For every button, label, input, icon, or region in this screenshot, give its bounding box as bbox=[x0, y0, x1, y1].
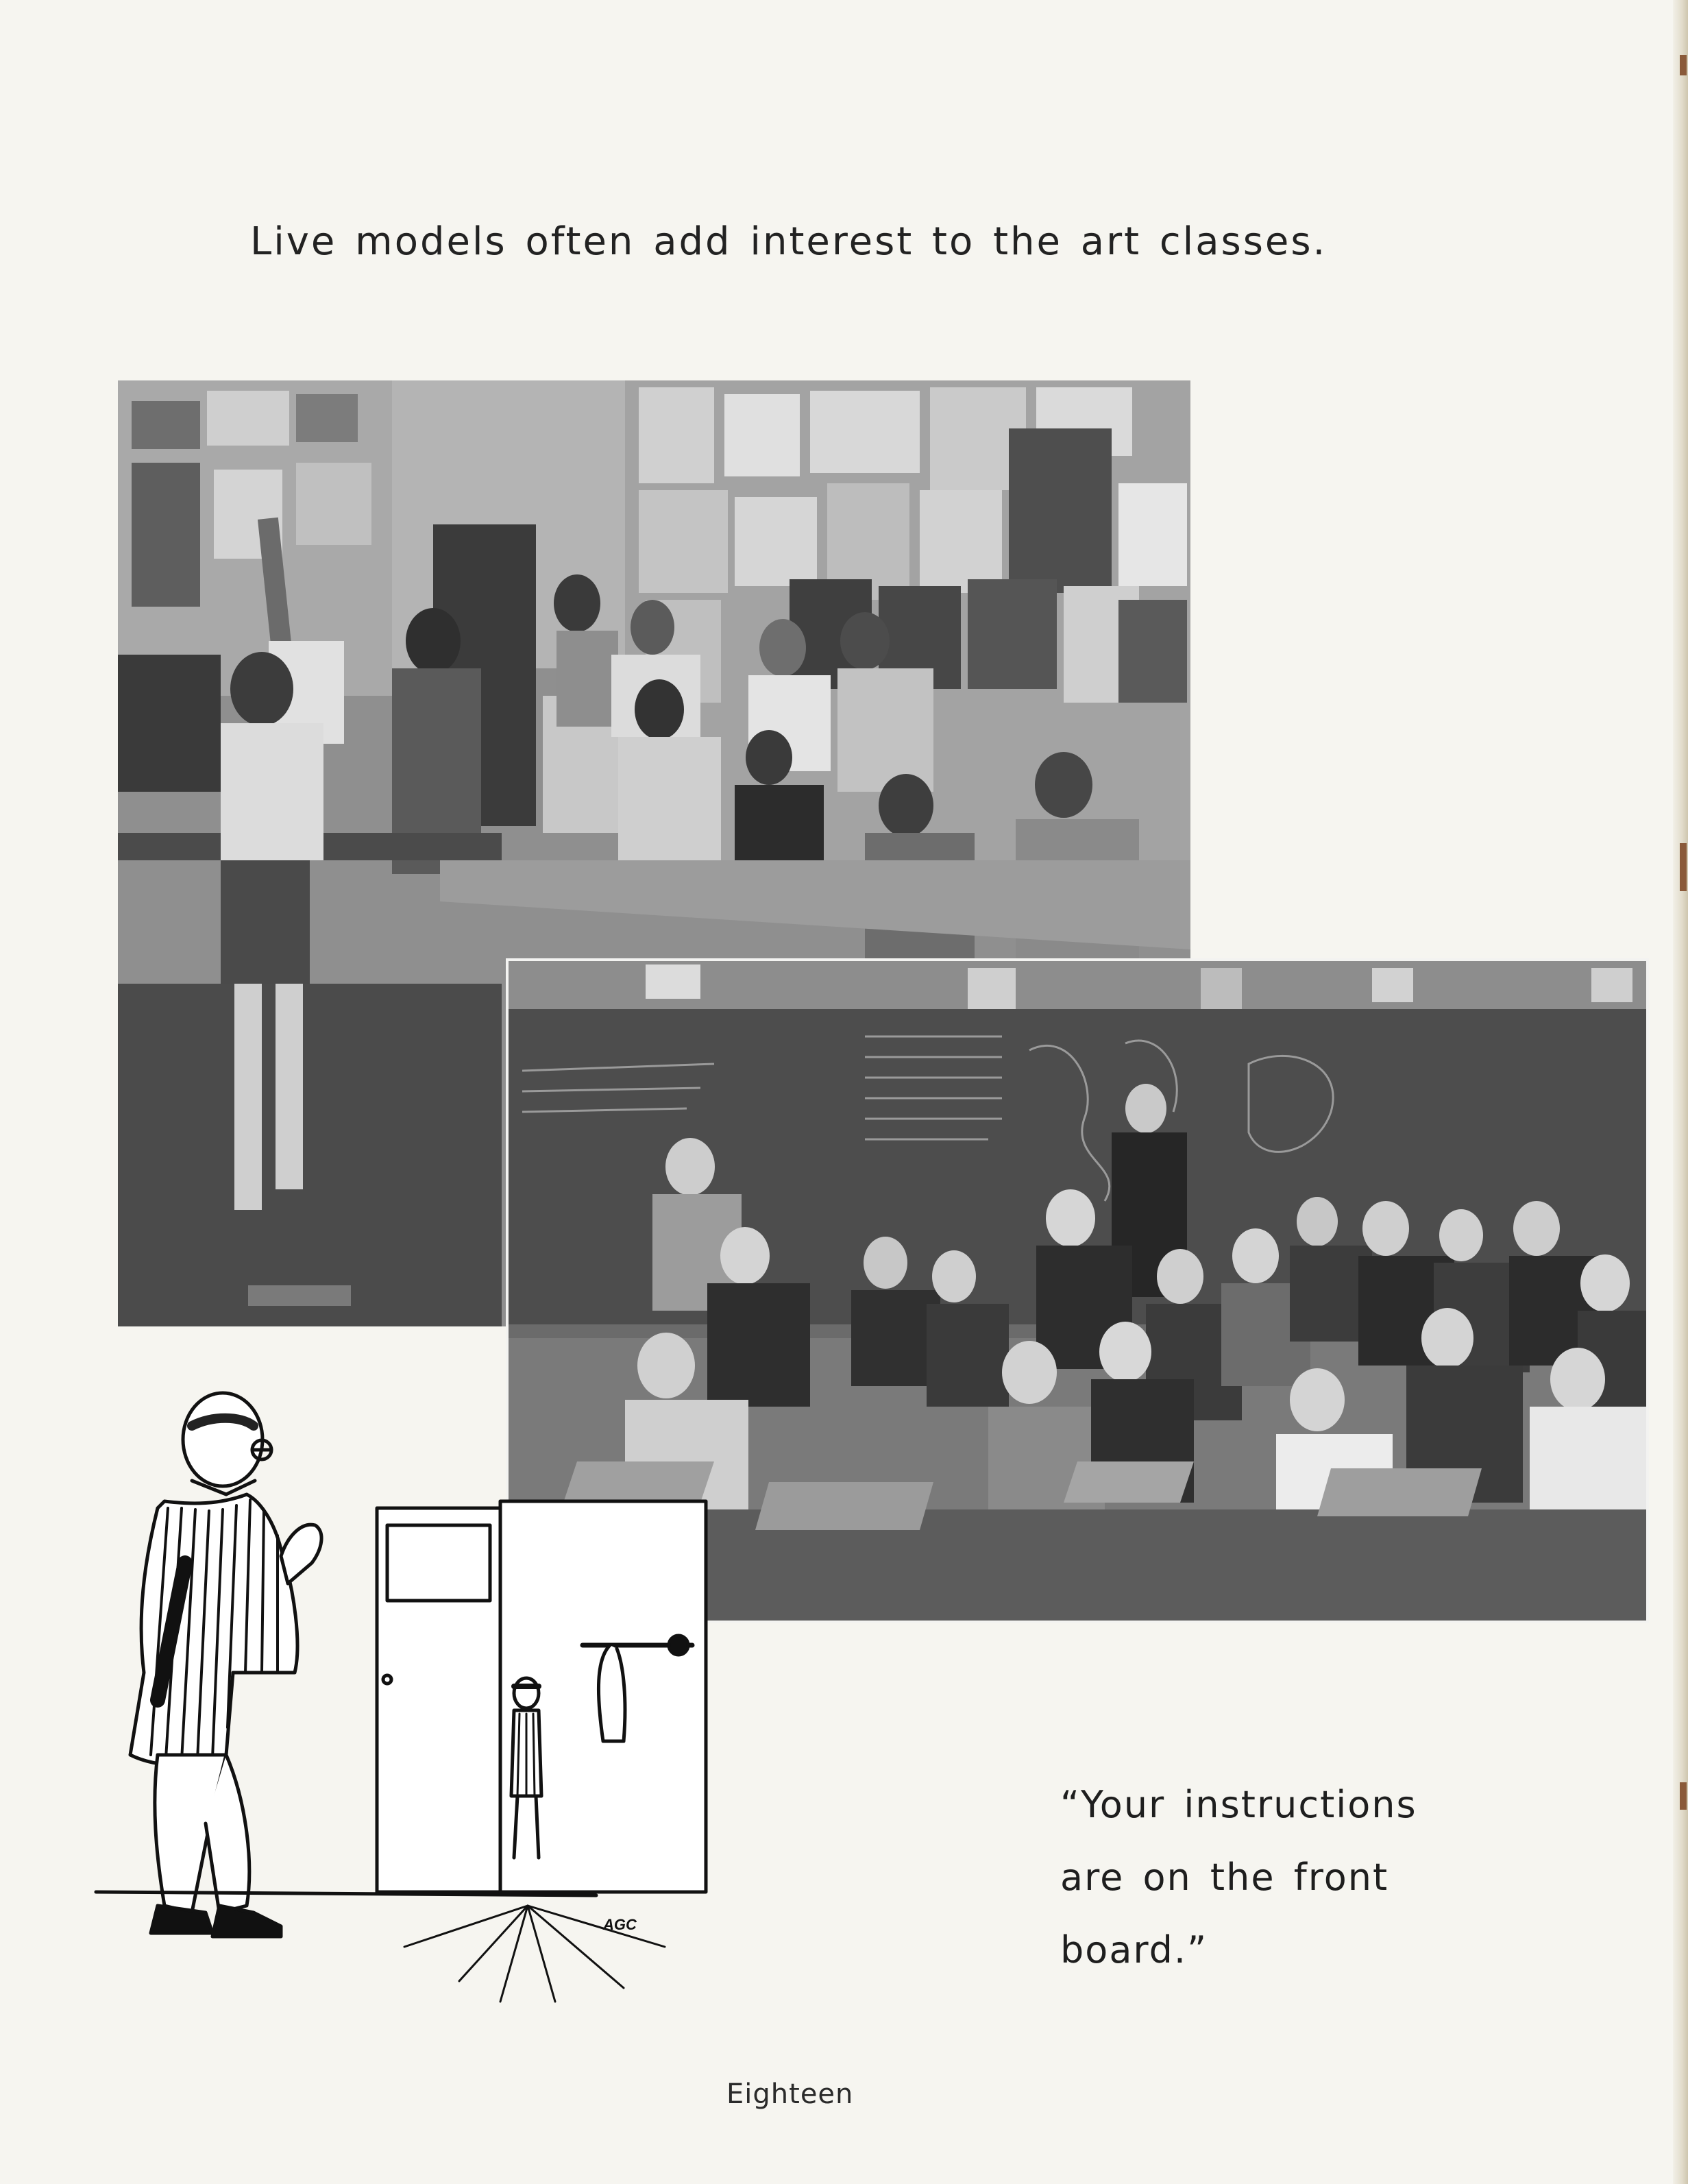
quote-line: are on the front bbox=[1060, 1856, 1389, 1899]
cartoon-signature: AGC bbox=[603, 1916, 637, 1933]
cartoon-quote bbox=[1060, 1769, 1471, 1987]
page-edge bbox=[1673, 0, 1688, 2184]
teacher-cartoon bbox=[75, 1385, 761, 2036]
art-class-caption: Live models often add interest to the art classes. bbox=[250, 219, 1328, 264]
quote-line: board.” bbox=[1060, 1928, 1208, 1971]
quote-line: “Your instructions bbox=[1060, 1783, 1417, 1826]
binding-mark bbox=[1680, 1782, 1687, 1810]
binding-mark bbox=[1680, 843, 1687, 891]
binding-mark bbox=[1680, 55, 1687, 75]
page-number: Eighteen bbox=[726, 2078, 854, 2110]
